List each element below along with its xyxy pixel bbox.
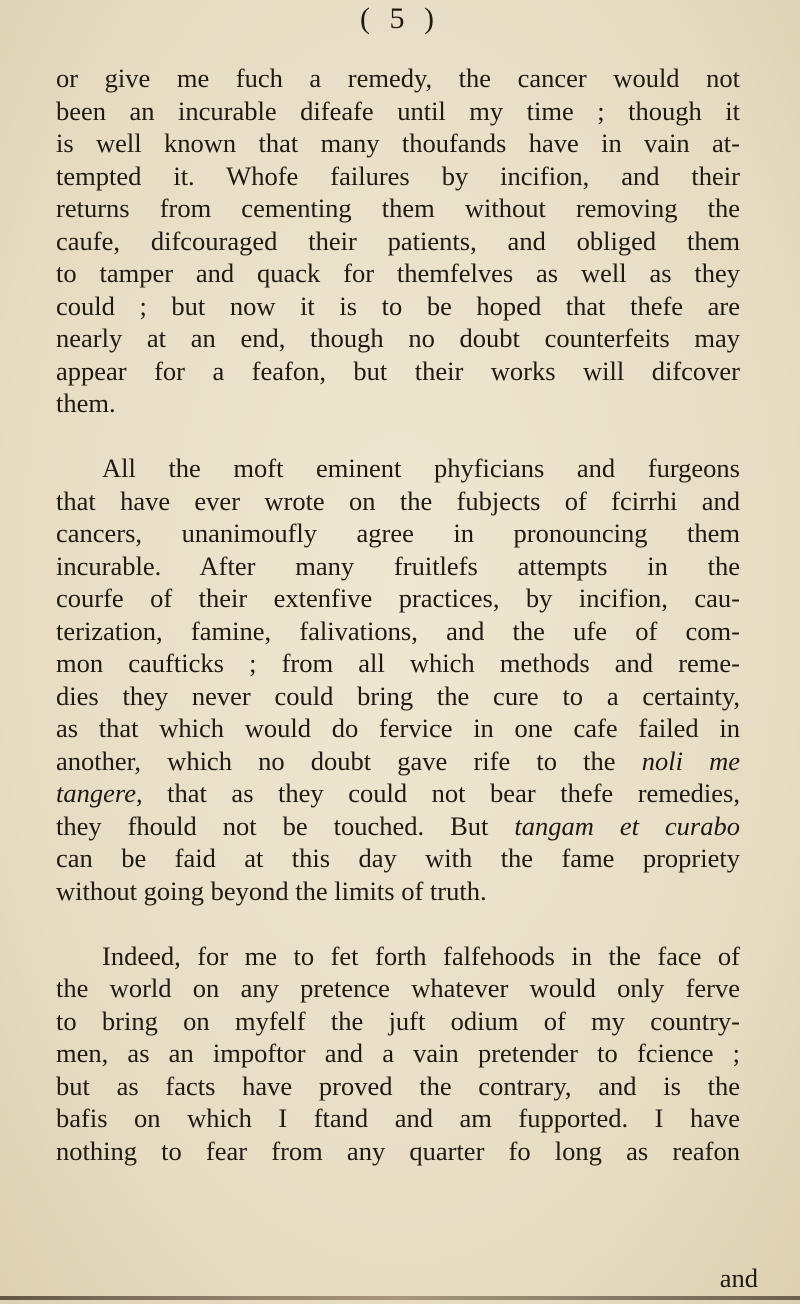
text-line: without going beyond the limits of truth. (56, 875, 487, 906)
text-line: the world on any pretence whatever would only ferve (56, 973, 740, 1003)
text-line: that have ever wrote on the fubjects of fcirrhi and (56, 485, 740, 516)
text-line: they fhould not be touched. But tangam et curabo (56, 810, 740, 841)
page-edge (0, 1296, 800, 1300)
text-line: as that which would do fervice in one cafe failed in (56, 713, 740, 743)
text-line: mon caufticks ; from all which methods and reme- (56, 648, 740, 678)
text-line: caufe, difcouraged their patients, and obliged them (56, 225, 740, 256)
text-line: been an incurable difeafe until my time ; though it (56, 95, 740, 126)
page-number: ( 5 ) (360, 2, 440, 35)
text-line: nearly at an end, though no doubt counterfeits may (56, 323, 740, 353)
text-line: terization, famine, falivations, and the ufe of com- (56, 615, 740, 646)
text-line: appear for a feafon, but their works will difcover (56, 355, 740, 386)
text-line: tempted it. Whofe failures by incifion, and their (56, 160, 740, 191)
text-line: bafis on which I ftand and am fupported. I have (56, 1103, 740, 1133)
body-text (56, 62, 740, 1167)
text-line: tangere, that as they could not bear thefe remedies, (56, 778, 740, 808)
text-line: nothing to fear from any quarter fo long as reafon (56, 1135, 740, 1166)
text-line: them. (56, 388, 116, 418)
catchword: and (719, 1263, 758, 1293)
text-line: or give me fuch a remedy, the cancer would not (56, 63, 740, 93)
text-line: could ; but now it is to be hoped that thefe are (56, 290, 740, 321)
text-line: Indeed, for me to fet forth falfehoods in the face of (102, 940, 740, 971)
text-line: courfe of their extenfive practices, by incifion, cau- (56, 583, 740, 613)
text-line: another, which no doubt gave rife to the noli me (56, 745, 741, 776)
text-line: dies they never could bring the cure to a certainty, (56, 680, 740, 711)
text-line: men, as an impoftor and a vain pretender to fcience ; (56, 1038, 740, 1068)
text-line: cancers, unanimoufly agree in pronouncing them (56, 518, 740, 548)
text-line: to bring on myfelf the juft odium of my country- (56, 1005, 740, 1036)
text-line: incurable. After many fruitlefs attempts in the (56, 550, 740, 581)
text-line: to tamper and quack for themfelves as well as they (56, 258, 740, 288)
text-line: can be faid at this day with the fame propriety (56, 843, 740, 873)
text-line: returns from cementing them without removing the (56, 193, 740, 223)
text-line: is well known that many thoufands have in vain at- (56, 128, 740, 158)
text-line: All the moft eminent phyficians and furgeons (102, 453, 740, 483)
text-line: but as facts have proved the contrary, and is the (56, 1070, 740, 1101)
